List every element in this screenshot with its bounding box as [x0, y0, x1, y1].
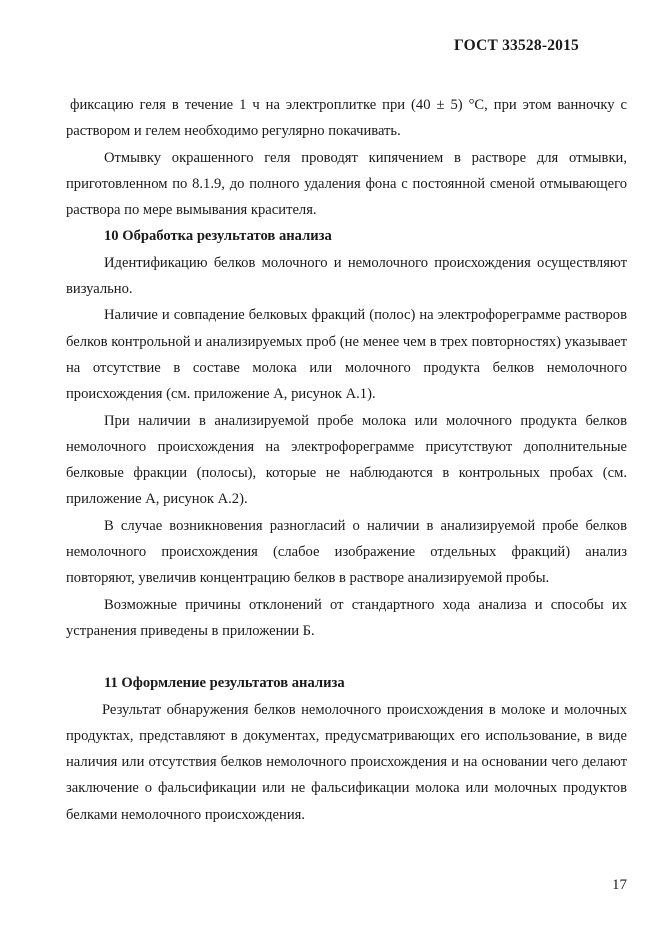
- paragraph-identification: Идентификацию белков молочного и немолочного происхождения осуществляют визуально.: [66, 254, 627, 298]
- paragraph-fractions-match: Наличие и совпадение белковых фракций (полос) на электрофореграмме растворов белков контрольной и анализируемых проб (не менее чем в трех повторностях) указывает на отсутствие в составе молока или молочного продукта белков немолочного происхождения (см. приложение А, рисунок А.1).: [66, 307, 627, 403]
- paragraph-additional-fractions: При наличии в анализируемой пробе молока или молочного продукта белков немолочного происхождения на электрофореграмме присутствуют дополнительные белковые фракции (полосы), которые не наблюдаются в контрольных пробах (см. приложение А, рисунок А.2).: [66, 412, 627, 508]
- paragraph-deviations: Возможные причины отклонений от стандартного хода анализа и способы их устранения приведены в приложении Б.: [66, 596, 627, 639]
- section-heading-10: 10 Обработка результатов анализа: [104, 228, 332, 245]
- paragraph-washing: Отмывку окрашенного геля проводят кипячением в растворе для отмывки, приготовленном по 8.1.9, до полного удаления фона с постоянной сменой отмывающего раствора по мере вымывания красителя.: [66, 149, 627, 219]
- paragraph-result: Результат обнаружения белков немолочного происхождения в молоке и молочных продуктах, представляют в документах, предусматривающих его использование, в виде наличия или отсутствия белков немолочного происхождения и на основании чего делают заключение о фальсификации или не фальсификации молока или молочных продуктов белками немолочного происхождения.: [66, 701, 627, 823]
- paragraph-disagreements: В случае возникновения разногласий о наличии в анализируемой пробе белков немолочного происхождения (слабое изображение отдельных фракций) анализ повторяют, увеличив концентрацию белков в растворе анализируемой пробы.: [66, 517, 627, 587]
- paragraph-continuation: фиксацию геля в течение 1 ч на электроплитке при (40 ± 5) °С, при этом ванночку с раствором и гелем необходимо регулярно покачивать.: [66, 97, 627, 140]
- document-body: [66, 92, 627, 828]
- section-heading-11: 11 Оформление результатов анализа: [104, 675, 345, 692]
- document-header: ГОСТ 33528-2015: [453, 37, 579, 54]
- page-number: 17: [612, 877, 627, 893]
